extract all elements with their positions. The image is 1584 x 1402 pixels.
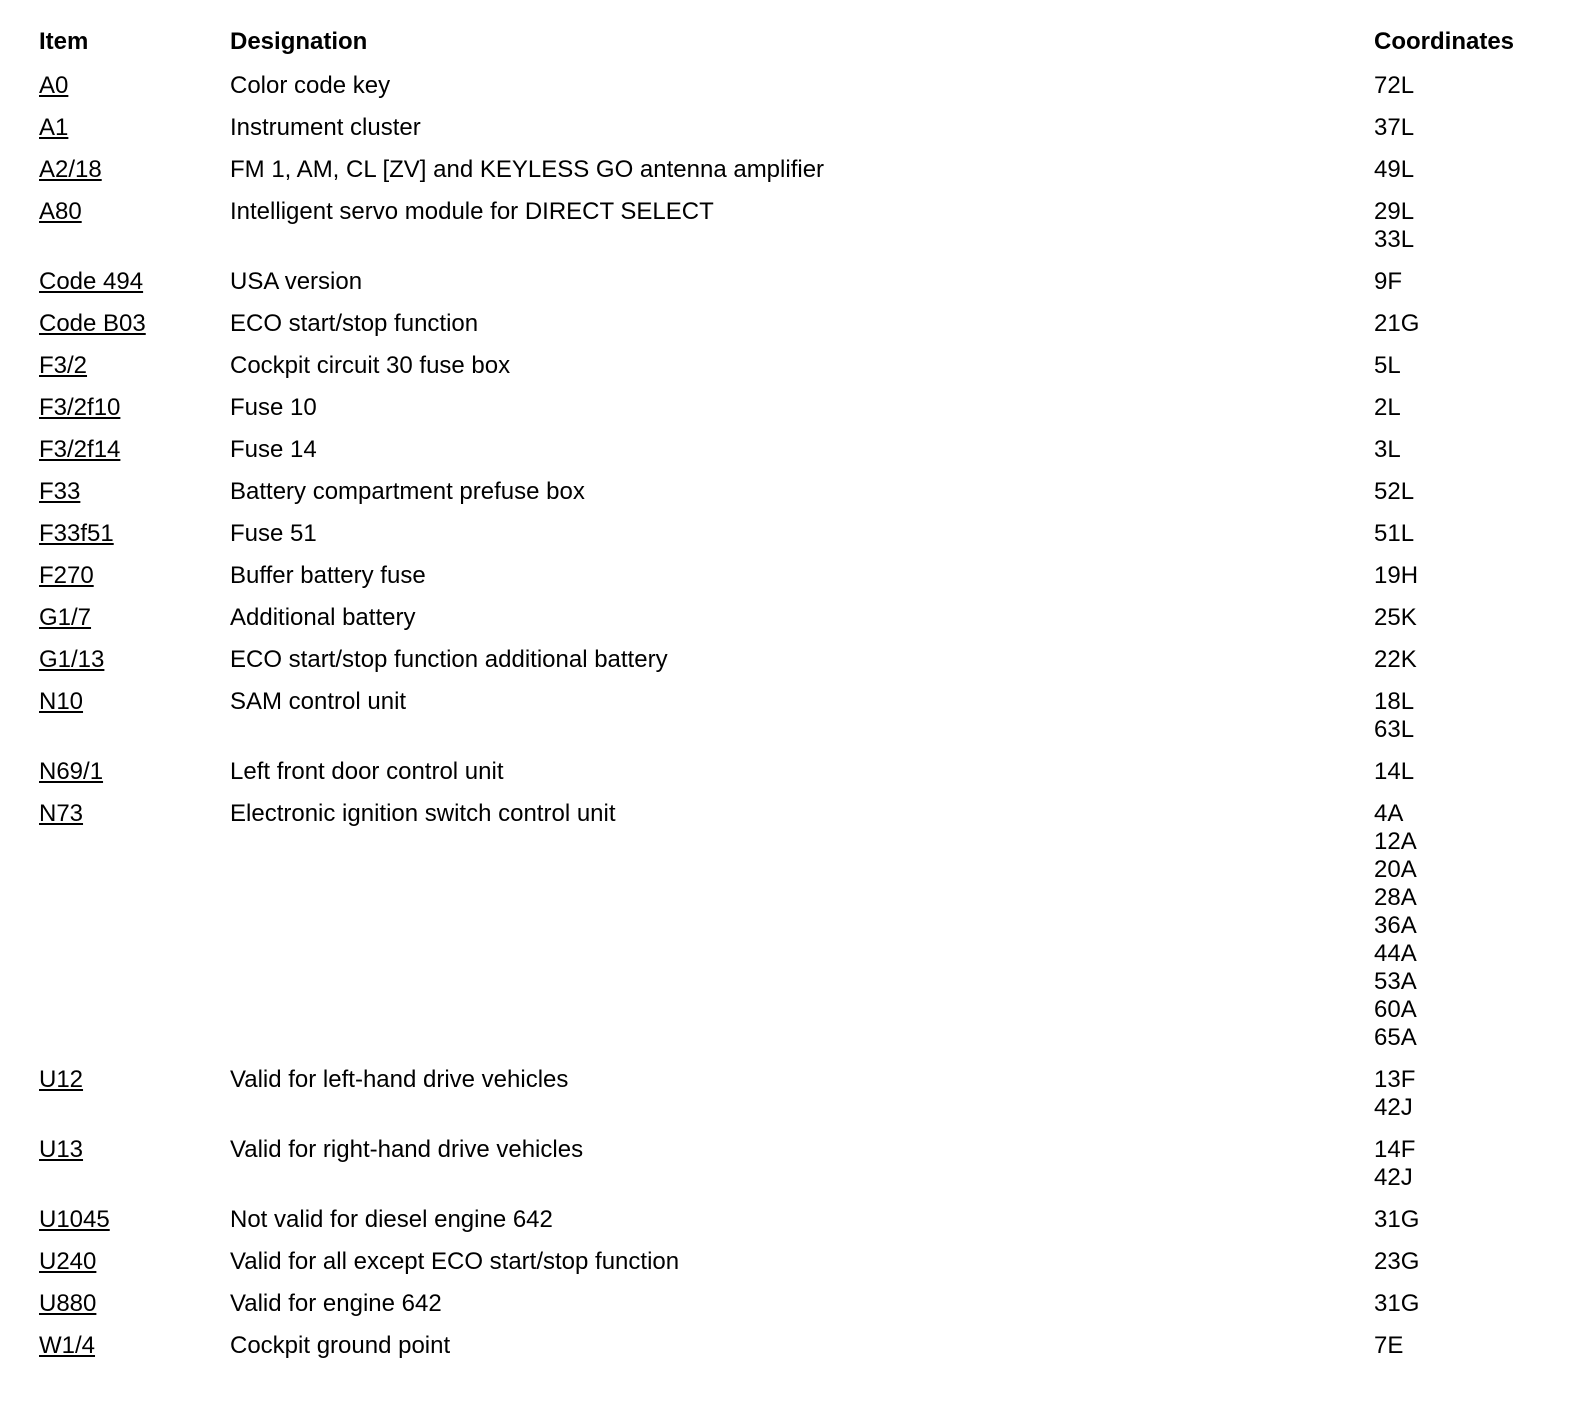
coordinates-cell — [1374, 268, 1584, 296]
designation-text: Color code key — [230, 72, 391, 99]
item-link[interactable]: N10 — [39, 688, 84, 715]
table-header — [0, 28, 1584, 60]
coordinate-value: 42J — [1374, 1094, 1413, 1121]
table-row — [0, 1248, 1584, 1290]
coordinate-value: 3L — [1374, 436, 1401, 463]
table-row — [0, 1332, 1584, 1374]
designation-text: ECO start/stop function — [230, 310, 479, 337]
coordinate-value: 37L — [1374, 114, 1415, 141]
table-row — [0, 1136, 1584, 1206]
legend-table — [0, 72, 1584, 1374]
coordinates-cell — [1374, 646, 1584, 674]
coordinates-cell — [1374, 800, 1584, 1052]
coordinates-cell — [1374, 436, 1584, 464]
coordinate-value: 31G — [1374, 1290, 1420, 1317]
coordinates-cell — [1374, 1332, 1584, 1360]
coordinates-cell — [1374, 394, 1584, 422]
coordinate-value: 36A — [1374, 912, 1417, 939]
coordinate-value: 52L — [1374, 478, 1415, 505]
coordinate-value: 14L — [1374, 758, 1415, 785]
item-link[interactable]: A1 — [39, 114, 69, 141]
item-link[interactable]: U880 — [39, 1290, 97, 1317]
designation-text: Instrument cluster — [230, 114, 421, 141]
table-row — [0, 436, 1584, 478]
coordinate-value: 12A — [1374, 828, 1417, 855]
item-link[interactable]: U240 — [39, 1248, 97, 1275]
item-link[interactable]: Code B03 — [39, 310, 146, 337]
designation-text: Intelligent servo module for DIRECT SELECT — [230, 198, 714, 225]
item-link[interactable]: N69/1 — [39, 758, 104, 785]
coordinates-cell — [1374, 1066, 1584, 1122]
table-row — [0, 758, 1584, 800]
item-link[interactable]: N73 — [39, 800, 84, 827]
coordinates-cell — [1374, 1206, 1584, 1234]
coordinates-cell — [1374, 1136, 1584, 1192]
coordinate-value: 60A — [1374, 996, 1417, 1023]
designation-text: Fuse 14 — [230, 436, 317, 463]
table-row — [0, 156, 1584, 198]
coordinate-value: 31G — [1374, 1206, 1420, 1233]
coordinate-value: 72L — [1374, 72, 1415, 99]
item-link[interactable]: U13 — [39, 1136, 84, 1163]
item-link[interactable]: U12 — [39, 1066, 84, 1093]
coordinate-value: 29L — [1374, 198, 1415, 225]
coordinate-value: 7E — [1374, 1332, 1404, 1359]
item-link[interactable]: A80 — [39, 198, 82, 225]
table-row — [0, 688, 1584, 758]
table-row — [0, 72, 1584, 114]
coordinates-cell — [1374, 520, 1584, 548]
header-item: Item — [39, 28, 89, 55]
designation-text: Not valid for diesel engine 642 — [230, 1206, 553, 1233]
coordinate-value: 44A — [1374, 940, 1417, 967]
coordinates-cell — [1374, 758, 1584, 786]
coordinates-cell — [1374, 478, 1584, 506]
coordinates-cell — [1374, 604, 1584, 632]
coordinates-cell — [1374, 156, 1584, 184]
designation-text: Fuse 10 — [230, 394, 317, 421]
table-row — [0, 352, 1584, 394]
coordinate-value: 65A — [1374, 1024, 1417, 1051]
designation-text: FM 1, AM, CL [ZV] and KEYLESS GO antenna amplifier — [230, 156, 825, 183]
table-row — [0, 310, 1584, 352]
coordinates-cell — [1374, 1248, 1584, 1276]
coordinate-value: 4A — [1374, 800, 1404, 827]
designation-text: Cockpit ground point — [230, 1332, 451, 1359]
item-link[interactable]: F3/2f14 — [39, 436, 121, 463]
item-link[interactable]: F270 — [39, 562, 94, 589]
item-link[interactable]: F33f51 — [39, 520, 114, 547]
coordinate-value: 2L — [1374, 394, 1401, 421]
designation-text: Electronic ignition switch control unit — [230, 800, 616, 827]
table-row — [0, 1066, 1584, 1136]
coordinate-value: 21G — [1374, 310, 1420, 337]
item-link[interactable]: F3/2 — [39, 352, 88, 379]
coordinate-value: 20A — [1374, 856, 1417, 883]
coordinates-cell — [1374, 310, 1584, 338]
table-row — [0, 1290, 1584, 1332]
coordinates-cell — [1374, 198, 1584, 254]
coordinate-value: 18L — [1374, 688, 1415, 715]
table-row — [0, 604, 1584, 646]
table-row — [0, 394, 1584, 436]
table-row — [0, 268, 1584, 310]
item-link[interactable]: F33 — [39, 478, 81, 505]
designation-text: Valid for right-hand drive vehicles — [230, 1136, 584, 1163]
coordinate-value: 13F — [1374, 1066, 1416, 1093]
item-link[interactable]: W1/4 — [39, 1332, 96, 1359]
item-link[interactable]: U1045 — [39, 1206, 110, 1233]
designation-text: Left front door control unit — [230, 758, 504, 785]
coordinates-cell — [1374, 114, 1584, 142]
coordinate-value: 33L — [1374, 226, 1415, 253]
designation-text: Battery compartment prefuse box — [230, 478, 585, 505]
header-designation: Designation — [230, 28, 368, 55]
table-row — [0, 198, 1584, 268]
designation-text: Valid for engine 642 — [230, 1290, 442, 1317]
coordinates-cell — [1374, 352, 1584, 380]
designation-text: Fuse 51 — [230, 520, 317, 547]
coordinates-cell — [1374, 72, 1584, 100]
item-link[interactable]: A0 — [39, 72, 69, 99]
designation-text: Valid for left-hand drive vehicles — [230, 1066, 569, 1093]
designation-text: USA version — [230, 268, 363, 295]
table-row — [0, 1206, 1584, 1248]
table-row — [0, 562, 1584, 604]
designation-text: Additional battery — [230, 604, 416, 631]
coordinate-value: 9F — [1374, 268, 1403, 295]
coordinate-value: 63L — [1374, 716, 1415, 743]
coordinate-value: 49L — [1374, 156, 1415, 183]
designation-text: SAM control unit — [230, 688, 407, 715]
item-link[interactable]: A2/18 — [39, 156, 102, 183]
coordinate-value: 23G — [1374, 1248, 1420, 1275]
coordinates-cell — [1374, 1290, 1584, 1318]
designation-text: Valid for all except ECO start/stop function — [230, 1248, 680, 1275]
table-row — [0, 478, 1584, 520]
coordinate-value: 14F — [1374, 1136, 1416, 1163]
designation-text: ECO start/stop function additional battery — [230, 646, 668, 673]
header-coordinates: Coordinates — [1374, 28, 1515, 55]
designation-text: Cockpit circuit 30 fuse box — [230, 352, 511, 379]
coordinates-cell — [1374, 562, 1584, 590]
table-row — [0, 520, 1584, 562]
coordinates-cell — [1374, 688, 1584, 744]
item-link[interactable]: Code 494 — [39, 268, 144, 295]
coordinate-value: 53A — [1374, 968, 1417, 995]
coordinate-value: 28A — [1374, 884, 1417, 911]
coordinate-value: 22K — [1374, 646, 1417, 673]
item-link[interactable]: G1/13 — [39, 646, 105, 673]
item-link[interactable]: G1/7 — [39, 604, 92, 631]
table-row — [0, 114, 1584, 156]
table-row — [0, 646, 1584, 688]
item-link[interactable]: F3/2f10 — [39, 394, 121, 421]
coordinate-value: 51L — [1374, 520, 1415, 547]
coordinate-value: 42J — [1374, 1164, 1413, 1191]
coordinate-value: 5L — [1374, 352, 1401, 379]
coordinate-value: 19H — [1374, 562, 1419, 589]
coordinate-value: 25K — [1374, 604, 1417, 631]
table-row — [0, 800, 1584, 1066]
designation-text: Buffer battery fuse — [230, 562, 426, 589]
